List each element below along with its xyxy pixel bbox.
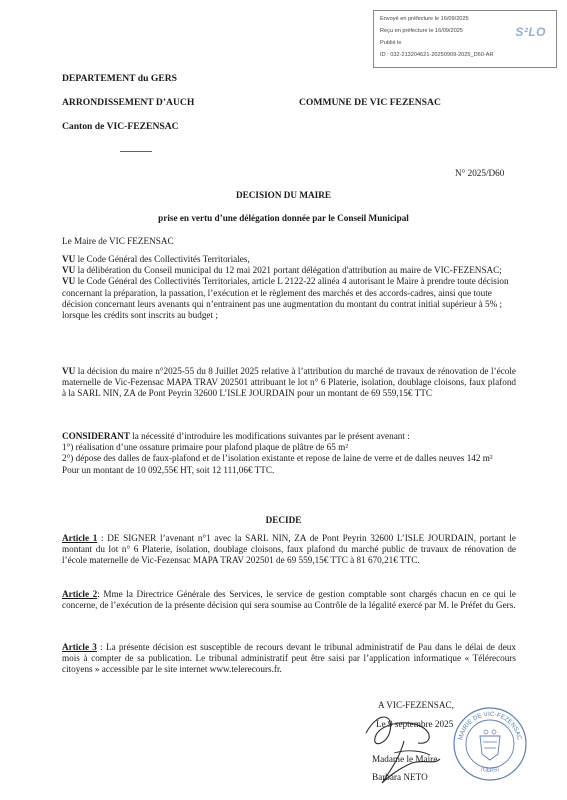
article-text: : Mme la Directrice Générale des Services, le service de gestion comptable sont chargés chacun en ce qui le concerne, de l’exécution de la présente décision qui sera soumise au Contrôle de la légalité exercé par M. le Préfet du Gers.: [62, 589, 516, 611]
vu-item: [62, 276, 516, 321]
decide-heading: DECIDE: [265, 515, 302, 525]
article-label: Article 1: [62, 533, 98, 543]
vu-text: le Code Général des Collectivités Territoriales,: [75, 254, 250, 264]
considerant-item: 1°) réalisation d’une ossature primaire pour plafond plaque de plâtre de 65 m²: [62, 442, 349, 453]
vu-text: la délibération du Conseil municipal du 12 mai 2021 portant délégation d'attribution au maire de VIC-FEZENSAC;: [75, 265, 502, 276]
vu-item: [62, 265, 516, 276]
decision-title: DECISION DU MAIRE: [236, 190, 331, 200]
considerant-text: la nécessité d’introduire les modifications suivantes par le présent avenant :: [129, 431, 410, 441]
sent-date: Envoyé en préfecture le 16/09/2025: [380, 16, 469, 22]
article-1: [62, 533, 516, 567]
article-text: : La présente décision est susceptible de recours devant le tribunal administratif de Pau dans le délai de deux mois à compter de sa publication. Le tribunal administratif peut être saisi par l’application informatique « Télérecours citoyens » accessible par le site internet www.telerecours.fr.: [62, 642, 516, 675]
article-2: [62, 589, 516, 611]
signature-date: Le 9 septembre 2025: [376, 719, 454, 729]
vu-item-decision: [62, 366, 516, 400]
vu-text: le Code Général des Collectivités Territoriales, article L 2122-22 alinéa 4 autorisant le Maire à prendre toute décision concernant la préparation, la passation, l’exécution et le règlement des marchés et des accords-cadres, ainsi que toute décision concernant leurs avenants qui n’entrainent pas une augmentation du montant du contrat initial supérieur à 5% ; lorsque les crédits sont inscrits au budget ;: [62, 276, 509, 321]
svg-text:(GERS): (GERS): [479, 766, 501, 775]
department: DEPARTEMENT du GERS: [62, 73, 177, 84]
article-label: Article 3: [62, 642, 97, 652]
considerant: [62, 431, 516, 476]
vu-label: VU: [62, 254, 76, 264]
act-id: ID : 032-213204621-20250909-2025_D60-AR: [380, 52, 494, 58]
vu-list: [62, 254, 516, 321]
vu-label: VU: [62, 276, 76, 287]
handwritten-signature: [360, 705, 460, 795]
commune: COMMUNE DE VIC FEZENSAC: [299, 97, 441, 108]
considerant-label: CONSIDERANT: [62, 431, 130, 441]
considerant-total: Pour un montant de 10 092,55€ HT, soit 12 111,06€ TTC.: [62, 464, 275, 475]
received-date: Reçu en préfecture le 16/09/2025: [380, 28, 464, 34]
prefecture-stamp: [373, 10, 557, 68]
separator-line: [120, 151, 152, 152]
signature-role: Madame le Maire: [372, 754, 438, 764]
arrondissement: ARRONDISSEMENT D’AUCH: [62, 97, 195, 108]
decision-number: N° 2025/D60: [455, 168, 505, 178]
vu-item: [62, 254, 516, 265]
signature-name: Barbara NETO: [372, 772, 428, 782]
article-3: [62, 642, 516, 676]
vu-label: VU: [62, 366, 76, 376]
considerant-item: 2°) dépose des dalles de faux-plafond et de l’isolation existante et repose de laine de verre et de dalles neuves 142 m²: [62, 453, 493, 464]
intro: Le Maire de VIC FEZENSAC: [62, 236, 174, 246]
mairie-seal: [452, 706, 528, 782]
decision-subtitle: prise en vertu d’une délégation donnée par le Conseil Municipal: [158, 213, 409, 223]
slo-logo: S²LO: [515, 25, 546, 39]
signature-place: A VIC-FEZENSAC,: [378, 700, 454, 710]
article-text: : DE SIGNER l’avenant n°1 avec la SARL NIN, ZA de Pont Peyrin 32600 L’ISLE JOURDAIN, portant le montant du lot n° 6 Platerie, isolation, doublage cloisons, faux plafond du marché public de travaux de rénovation de l’école maternelle de Vic-Fezensac MAPA TRAV 202501 de 69 559,15€ TTC à 81 670,21€ TTC.: [62, 533, 516, 566]
svg-text:MAIRIE DE VIC-FEZENSAC: MAIRIE DE VIC-FEZENSAC: [457, 710, 523, 741]
article-label: Article 2: [62, 589, 98, 599]
vu-label: VU: [62, 265, 76, 276]
vu-text: la décision du maire n°2025-55 du 8 Juillet 2025 relative à l’attribution du marché de travaux de rénovation de l’école maternelle de Vic-Fezensac MAPA TRAV 202501 attribuant le lot n° 6 Platerie, isolation, doublage cloisons, faux plafond à la SARL NIN, ZA de Pont Peyrin 32600 L’ISLE JOURDAIN pour un montant de 69 559,15€ TTC: [62, 366, 516, 399]
published-label: Publié le: [380, 40, 402, 46]
canton: Canton de VIC-FEZENSAC: [62, 121, 179, 132]
